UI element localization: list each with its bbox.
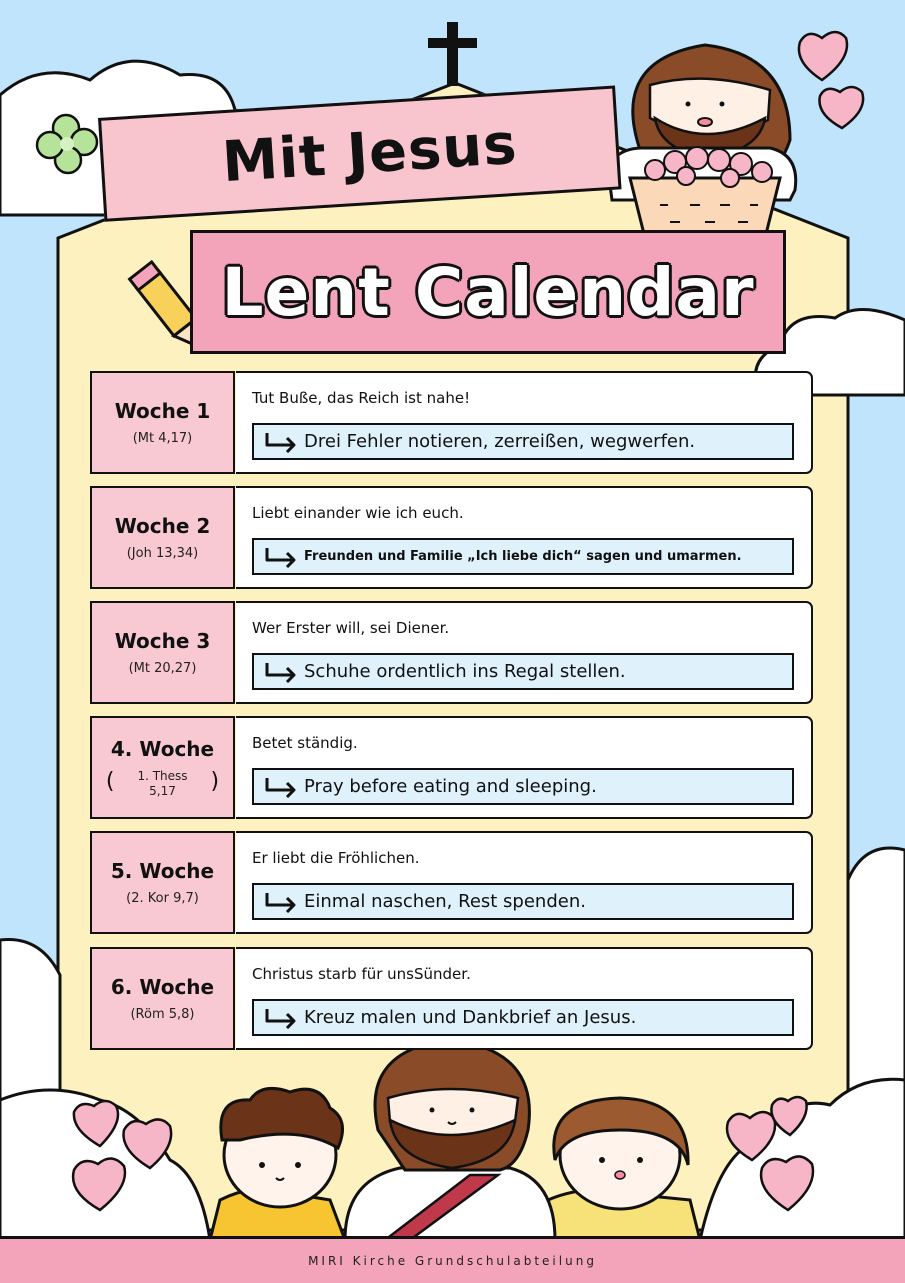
arrow-icon	[264, 776, 298, 798]
arrow-icon	[264, 661, 298, 683]
task-box	[252, 883, 794, 920]
title-banner-main	[190, 230, 786, 354]
task-box	[252, 768, 794, 805]
bible-reference: 1. Thess 5,17	[133, 769, 193, 799]
week-content-cell	[236, 486, 813, 589]
bible-reference: (Röm 5,8)	[130, 1007, 194, 1022]
arrow-icon	[264, 546, 298, 568]
arrow-icon	[264, 431, 298, 453]
week-label-cell	[90, 947, 235, 1050]
week-row	[90, 371, 813, 474]
week-row	[90, 601, 813, 704]
week-content-cell	[236, 601, 813, 704]
task-text: Einmal naschen, Rest spenden.	[304, 891, 586, 912]
week-content-cell	[236, 947, 813, 1050]
week-title: 5. Woche	[111, 859, 214, 883]
bible-reference: (Mt 4,17)	[133, 431, 193, 446]
verse-text: Er liebt die Fröhlichen.	[252, 849, 419, 867]
week-title: 4. Woche	[111, 737, 214, 761]
week-row	[90, 716, 813, 819]
task-text: Kreuz malen und Dankbrief an Jesus.	[304, 1007, 636, 1028]
week-title: Woche 2	[115, 514, 211, 538]
title-line-2: Lent Calendar	[221, 254, 754, 331]
verse-text: Tut Buße, das Reich ist nahe!	[252, 389, 470, 407]
bible-reference: (2. Kor 9,7)	[126, 891, 199, 906]
week-label-cell	[90, 486, 235, 589]
task-text: Freunden und Familie „Ich liebe dich“ sagen und umarmen.	[304, 549, 742, 564]
task-box	[252, 538, 794, 575]
verse-text: Wer Erster will, sei Diener.	[252, 619, 449, 637]
task-text: Drei Fehler notieren, zerreißen, wegwerfen.	[304, 431, 695, 452]
verse-text: Christus starb für unsSünder.	[252, 965, 471, 983]
footer-text: MIRI Kirche Grundschulabteilung	[308, 1254, 597, 1268]
bible-reference: (Joh 13,34)	[127, 546, 199, 561]
paren-open: (	[106, 769, 115, 794]
task-text: Pray before eating and sleeping.	[304, 776, 597, 797]
task-box	[252, 653, 794, 690]
title-line-1: Mit Jesus	[200, 111, 519, 196]
week-row	[90, 831, 813, 934]
week-label-cell	[90, 831, 235, 934]
arrow-icon	[264, 891, 298, 913]
cross-icon	[428, 22, 477, 86]
task-box	[252, 999, 794, 1036]
week-title: Woche 1	[115, 399, 211, 423]
week-content-cell	[236, 371, 813, 474]
jesus-illustration	[609, 45, 795, 243]
week-label-cell	[90, 371, 235, 474]
week-row	[90, 947, 813, 1050]
week-content-cell	[236, 831, 813, 934]
verse-text: Liebt einander wie ich euch.	[252, 504, 464, 522]
week-label-cell	[90, 716, 235, 819]
task-text: Schuhe ordentlich ins Regal stellen.	[304, 661, 626, 682]
footer-bar	[0, 1236, 905, 1283]
week-content-cell	[236, 716, 813, 819]
verse-text: Betet ständig.	[252, 734, 358, 752]
arrow-icon	[264, 1007, 298, 1029]
week-row	[90, 486, 813, 589]
task-box	[252, 423, 794, 460]
week-label-cell	[90, 601, 235, 704]
bible-reference-group	[106, 765, 219, 799]
week-title: Woche 3	[115, 629, 211, 653]
week-title: 6. Woche	[111, 975, 214, 999]
paren-close: )	[211, 769, 220, 794]
bible-reference: (Mt 20,27)	[129, 661, 197, 676]
